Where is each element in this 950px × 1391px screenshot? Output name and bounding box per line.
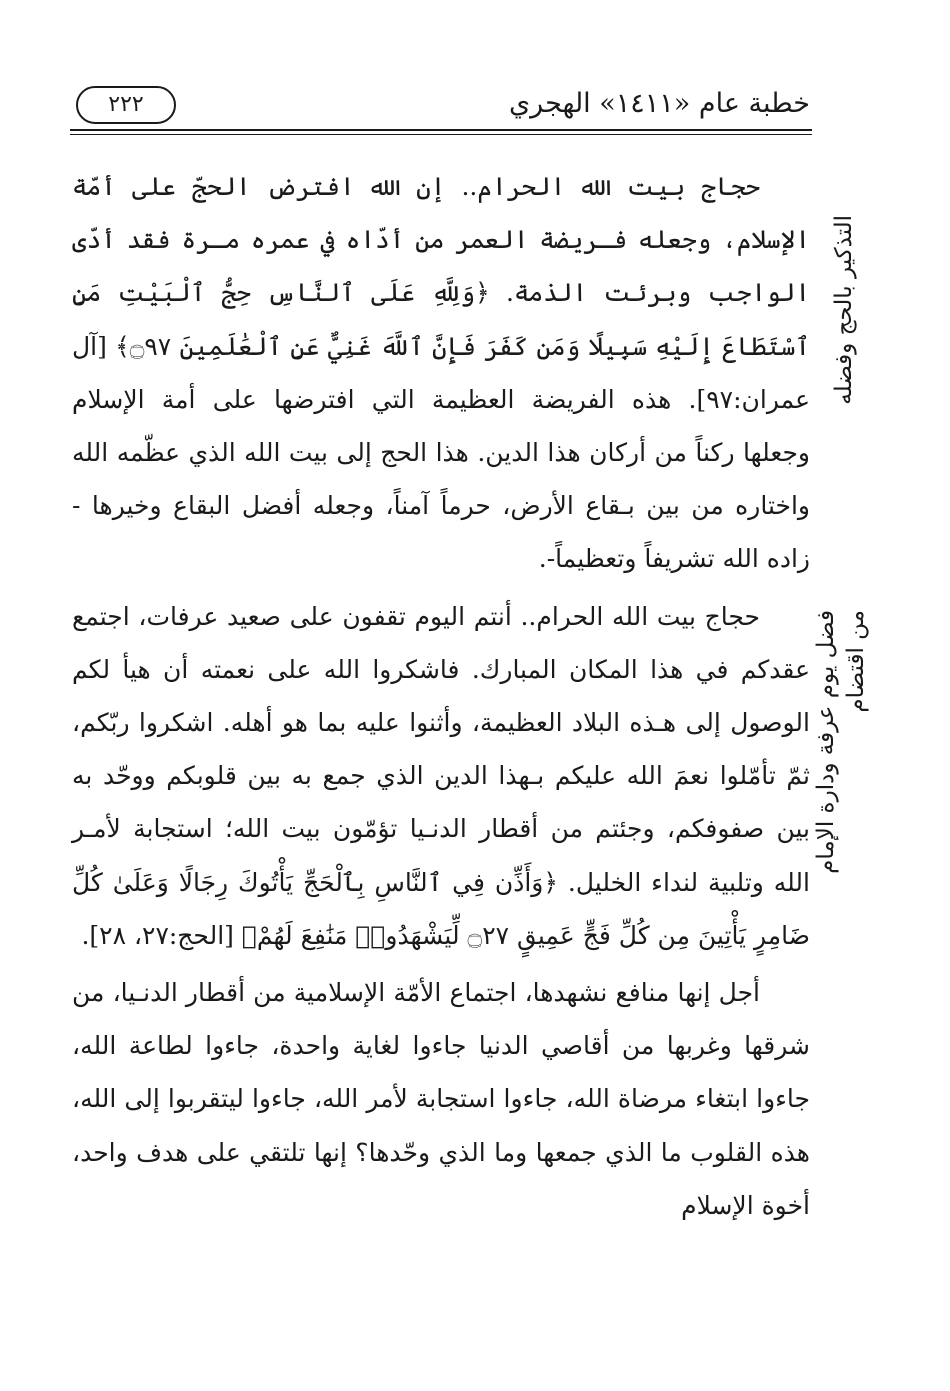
paragraph-3: أجل إنها منافع نشهدها، اجتماع الأمّة الإسلامية من أقطار الدنـيا، من شرقها وغربها من أقاصي الدنيا جاءوا لغاية واحدة، جاءوا لطاعة الله، جاءوا ابتغاء مرضاة الله، جاءوا استجابة لأمر الله، جاءوا ليتقربوا إلى الله، هذه القلوب ما الذي جمعها وما الذي وحّدها؟ إنها تلتقي على هدف واحد، أخوة الإسلام: [72, 978, 810, 1220]
body-text: [72, 160, 810, 1232]
margin-note-arafah: فضل يوم عرفة ودارة الإمام: [813, 610, 839, 874]
paragraph-1: حجاج بيت الله الحرام.. إن الله افترض الحجّ على أمّة الإسلام، وجعله فـريضة العمر من أدّاه في عمره مـرة فقد أدّى الواجب وبرئت الذمة. ﴿وَلِلَّهِ عَلَى ٱلنَّاسِ حِجُّ ٱلْبَيْتِ مَنِ ٱسْتَطَاعَ إِلَيْهِ سَبِيلًا وَمَن كَفَرَ فَإِنَّ ٱللَّهَ غَنِيٌّ عَنِ ٱلْعَٰلَمِينَ ۝٩٧﴾ [آل عمران:٩٧]. هذه الفريضة العظيمة التي افترضها على أمة الإسلام وجعلها ركناً من أركان هذا الدين. هذا الحج إلى بيت الله الذي عظّمه الله واختاره من بين بـقاع الأرض، حرماً آمناً، وجعله أفضل البقاع وخيرها - زاده الله تشريفاً وتعظيماً-.: [72, 172, 811, 574]
paragraph-2: حجاج بيت الله الحرام.. أنتم اليوم تقفون على صعيد عرفات، اجتمع عقدكم في هذا المكان المبارك. فاشكروا الله على نعمته أن هيأ لكم الوصول إلى هـذه البلاد العظيمة، وأثنوا عليه بما هو أهله. اشكروا ربّكم، ثمّ تأمّلوا نعمَ الله عليكم بـهذا الدين الذي جمع به بين قلوبكم ووحّد به بين صفوفكم، وجئتم من أقطار الدنـيا تؤمّون بيت الله؛ استجابة لأمـر الله وتلبية لنداء الخليل. ﴿وَأَذِّن فِي ٱلنَّاسِ بِٱلْحَجِّ يَأْتُوكَ رِجَالًا وَعَلَىٰ كُلِّ ضَامِرٍ يَأْتِينَ مِن كُلِّ فَجٍّ عَمِيقٍ ۝٢٧ لِّيَشْهَدُوا۟ مَنَٰفِعَ لَهُمْ﴾ [الحج:٢٧، ٢٨].: [72, 601, 810, 950]
header-rule-thin: [70, 134, 812, 135]
margin-note-hajj-reminder: التذكير بالحج وفضله: [831, 215, 857, 405]
page-header: [70, 84, 810, 128]
header-rule: [70, 129, 812, 131]
header-title: خطبة عام «١٤١١» الهجري: [509, 88, 810, 119]
margin-note-2: من اقتضام: [843, 610, 869, 713]
page-number: ٢٢٢: [76, 86, 176, 124]
